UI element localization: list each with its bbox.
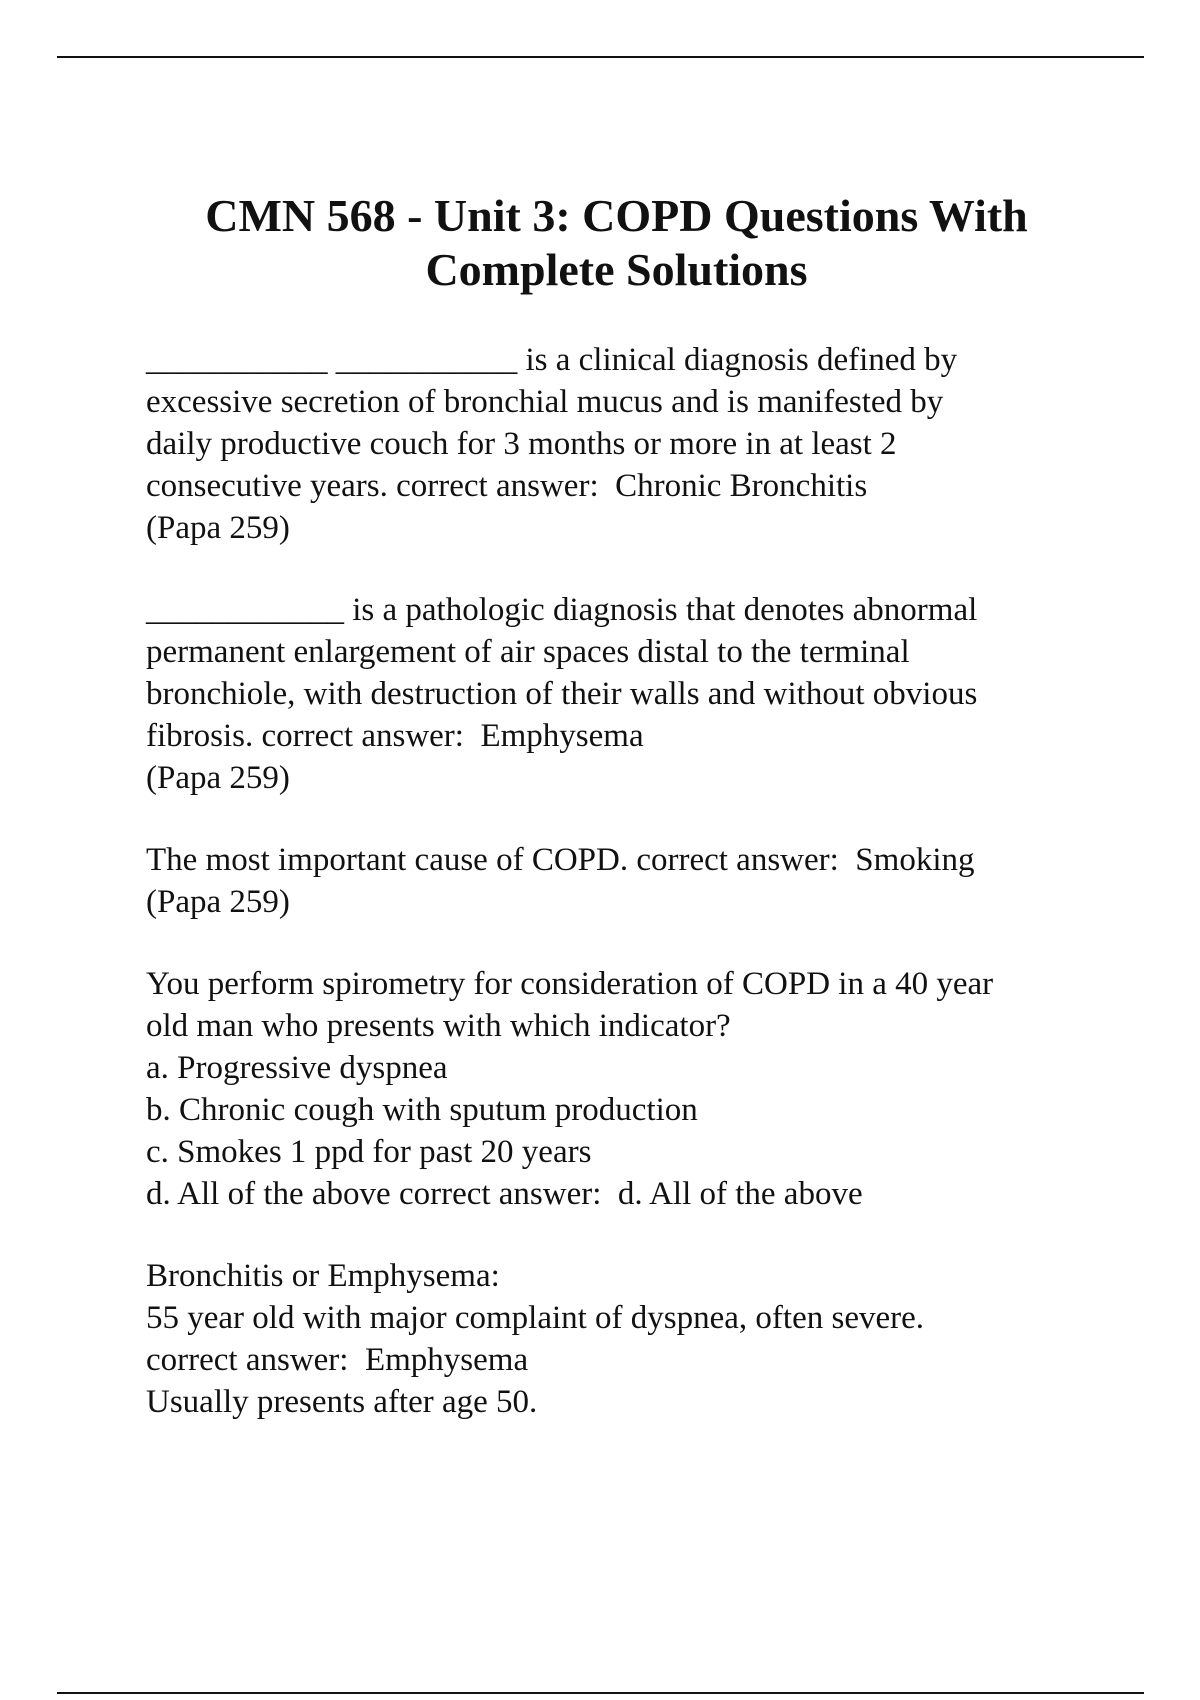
question-item-2 — [146, 589, 1146, 799]
question-4-option-a: a. Progressive dyspnea — [146, 1050, 448, 1086]
title-line-2: Complete Solutions — [425, 244, 808, 295]
top-rule — [57, 56, 1144, 58]
question-2-line-3: bronchiole, with destruction of their walls and without obvious — [146, 676, 978, 712]
bottom-rule — [57, 1692, 1144, 1694]
question-4-option-b: b. Chronic cough with sputum production — [146, 1092, 698, 1128]
question-5-line-3: correct answer: Emphysema — [146, 1342, 529, 1378]
question-4-line-1: You perform spirometry for consideration of COPD in a 40 year — [146, 966, 994, 1002]
question-item-5 — [146, 1255, 1146, 1423]
question-2-line-5: (Papa 259) — [146, 760, 290, 796]
question-2-line-4: fibrosis. correct answer: Emphysema — [146, 718, 644, 754]
question-1-line-3: daily productive couch for 3 months or more in at least 2 — [146, 426, 897, 462]
question-1-line-5: (Papa 259) — [146, 510, 290, 546]
question-item-1 — [146, 339, 1146, 549]
document-title — [0, 189, 1200, 297]
question-3-line-2: (Papa 259) — [146, 884, 290, 920]
question-list — [146, 339, 1146, 1463]
question-2-line-2: permanent enlargement of air spaces distal to the terminal — [146, 634, 910, 670]
title-line-1: CMN 568 - Unit 3: COPD Questions With — [205, 190, 1028, 241]
question-4-line-2: old man who presents with which indicator? — [146, 1008, 731, 1044]
question-2-line-1: ____________ is a pathologic diagnosis that denotes abnormal — [146, 592, 978, 628]
question-4-option-d: d. All of the above correct answer: d. All of the above — [146, 1176, 863, 1212]
question-5-line-2: 55 year old with major complaint of dyspnea, often severe. — [146, 1300, 925, 1336]
question-5-line-4: Usually presents after age 50. — [146, 1384, 538, 1420]
question-5-line-1: Bronchitis or Emphysema: — [146, 1258, 500, 1294]
question-1-line-4: consecutive years. correct answer: Chronic Bronchitis — [146, 468, 868, 504]
question-4-option-c: c. Smokes 1 ppd for past 20 years — [146, 1134, 592, 1170]
question-item-4 — [146, 963, 1146, 1215]
question-1-line-1: ___________ ___________ is a clinical diagnosis defined by — [146, 342, 958, 378]
question-3-line-1: The most important cause of COPD. correct answer: Smoking — [146, 842, 975, 878]
question-1-line-2: excessive secretion of bronchial mucus and is manifested by — [146, 384, 944, 420]
question-item-3 — [146, 839, 1146, 923]
